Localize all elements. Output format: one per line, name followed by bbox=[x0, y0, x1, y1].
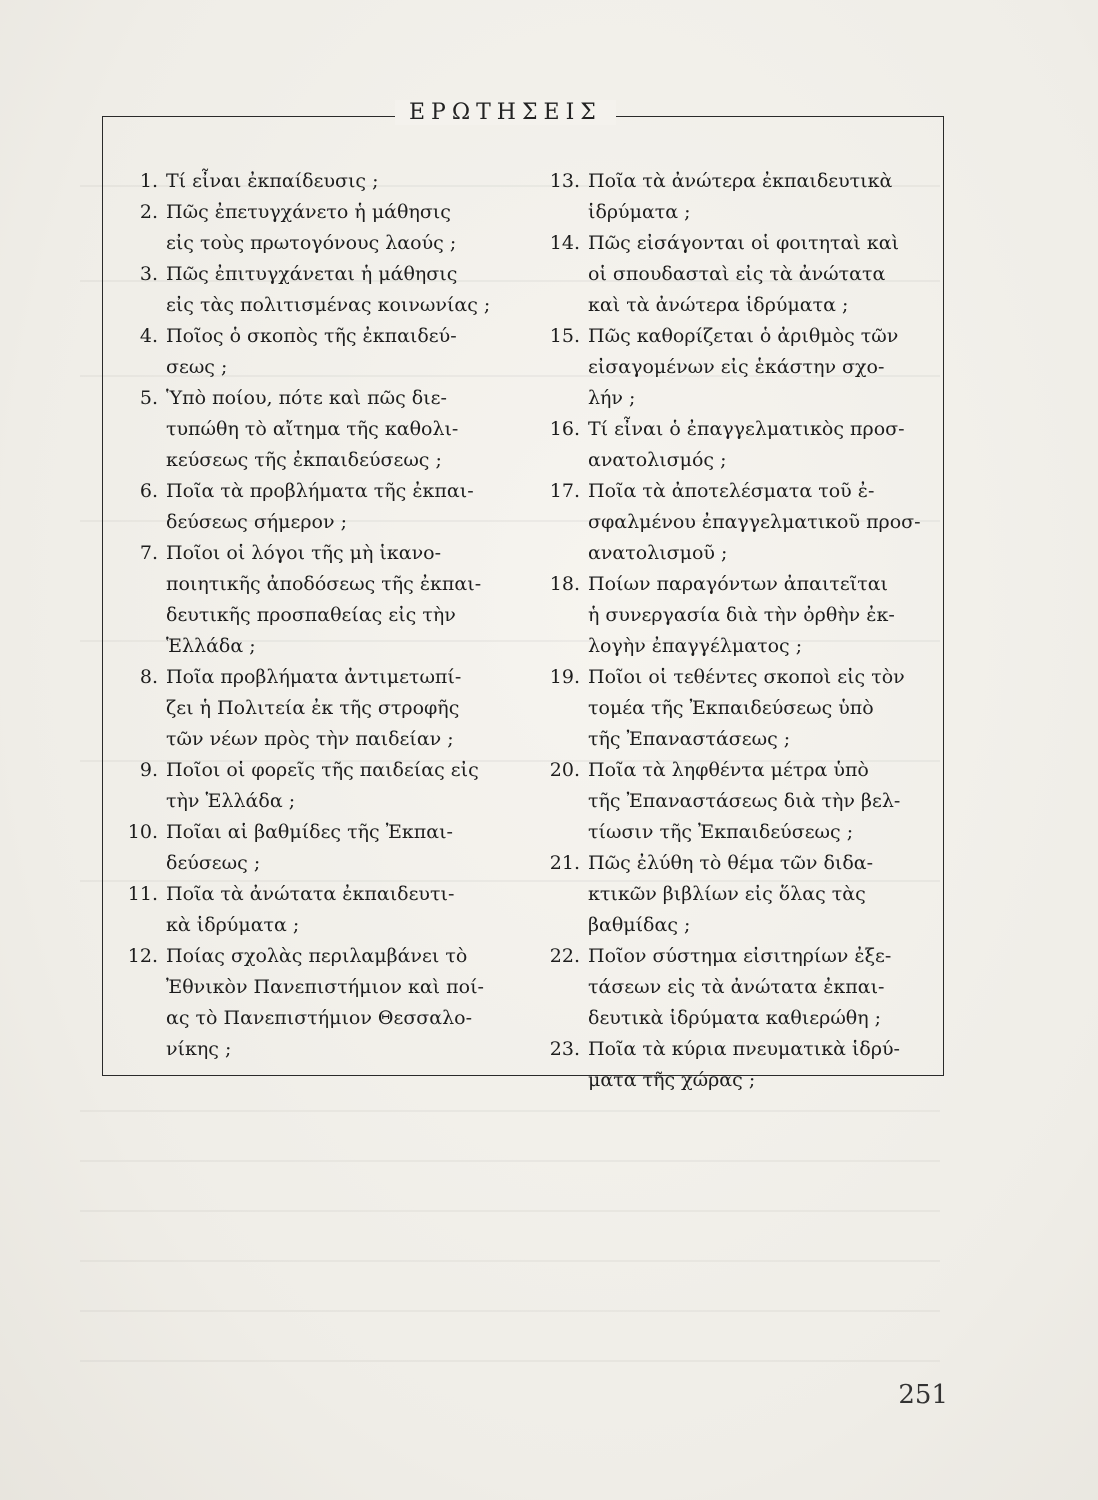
question-line: Ποῖα τὰ προβλήματα τῆς ἐκπαι- bbox=[166, 480, 474, 502]
question-line: Ὑπὸ ποίου, πότε καὶ πῶς διε- bbox=[166, 387, 447, 409]
question-line: Ἐθνικὸν Πανεπιστήμιον καὶ ποί- bbox=[166, 976, 484, 998]
question-line: εἰς τὰς πολιτισμένας κοινωνίας ; bbox=[166, 294, 491, 316]
question-line: ας τὸ Πανεπιστήμιον Θεσσαλο- bbox=[166, 1007, 473, 1029]
question-text bbox=[166, 383, 502, 476]
question-line: λογὴν ἐπαγγέλματος ; bbox=[588, 635, 803, 657]
question-number: 7. bbox=[139, 542, 158, 564]
question-number: 15. bbox=[549, 325, 580, 347]
question-line: τῆς Ἐπαναστάσεως ; bbox=[588, 728, 791, 750]
question-line: τῶν νέων πρὸς τὴν παιδείαν ; bbox=[166, 728, 454, 750]
question-line: εἰσαγομένων εἰς ἑκάστην σχο- bbox=[588, 356, 885, 378]
question-line: Ποῖον σύστημα εἰσιτηρίων ἐξε- bbox=[588, 945, 892, 967]
question-line: ανατολισμοῦ ; bbox=[588, 542, 728, 564]
question-text bbox=[588, 941, 930, 1034]
question-text bbox=[166, 755, 502, 817]
question-line: καὶ τὰ ἀνώτερα ἱδρύματα ; bbox=[588, 294, 849, 316]
question-line: δευτικὰ ἱδρύματα καθιερώθη ; bbox=[588, 1007, 882, 1029]
question-item bbox=[112, 755, 502, 817]
question-line: δεύσεως σήμερον ; bbox=[166, 511, 347, 533]
question-text bbox=[166, 197, 502, 259]
question-text bbox=[588, 569, 930, 662]
page-title: ΕΡΩΤΗΣΕΙΣ bbox=[395, 100, 616, 125]
question-line: Ποῖα τὰ ἀποτελέσματα τοῦ ἐ- bbox=[588, 480, 875, 502]
question-line: ποιητικῆς ἀποδόσεως τῆς ἐκπαι- bbox=[166, 573, 482, 595]
question-item bbox=[112, 166, 502, 197]
question-line: Ποῖος ὁ σκοπὸς τῆς ἐκπαιδεύ- bbox=[166, 325, 457, 347]
question-text bbox=[166, 321, 502, 383]
question-text bbox=[166, 941, 502, 1065]
question-line: Ποῖα προβλήματα ἀντιμετωπί- bbox=[166, 666, 462, 688]
question-line: Πῶς ἐπιτυγχάνεται ἡ μάθησις bbox=[166, 263, 458, 285]
question-item bbox=[520, 414, 930, 476]
questions-left-column bbox=[112, 166, 502, 1065]
question-line: σφαλμένου ἐπαγγελματικοῦ προσ- bbox=[588, 511, 921, 533]
question-text bbox=[166, 817, 502, 879]
question-item bbox=[520, 848, 930, 941]
question-item bbox=[112, 476, 502, 538]
question-number: 3. bbox=[139, 263, 158, 285]
question-item bbox=[520, 321, 930, 414]
question-item bbox=[520, 166, 930, 228]
question-text bbox=[588, 166, 930, 228]
question-line: Πῶς εἰσάγονται οἱ φοιτηταὶ καὶ bbox=[588, 232, 900, 254]
question-text bbox=[588, 321, 930, 414]
question-number: 23. bbox=[549, 1038, 580, 1060]
question-line: Ἑλλάδα ; bbox=[166, 635, 256, 657]
question-text bbox=[588, 755, 930, 848]
question-line: κὰ ἱδρύματα ; bbox=[166, 914, 300, 936]
question-line: ανατολισμός ; bbox=[588, 449, 727, 471]
question-line: τομέα τῆς Ἐκπαιδεύσεως ὑπὸ bbox=[588, 697, 874, 719]
question-number: 18. bbox=[549, 573, 580, 595]
question-item bbox=[520, 662, 930, 755]
question-number: 22. bbox=[549, 945, 580, 967]
question-number: 14. bbox=[549, 232, 580, 254]
question-text bbox=[588, 228, 930, 321]
question-item bbox=[520, 755, 930, 848]
question-line: δεύσεως ; bbox=[166, 852, 261, 874]
question-line: ἡ συνεργασία διὰ τὴν ὀρθὴν ἐκ- bbox=[588, 604, 895, 626]
question-number: 6. bbox=[139, 480, 158, 502]
question-item bbox=[112, 538, 502, 662]
question-item bbox=[520, 941, 930, 1034]
question-line: Ποῖα τὰ ἀνώτατα ἐκπαιδευτι- bbox=[166, 883, 455, 905]
question-text bbox=[588, 476, 930, 569]
question-text bbox=[588, 414, 930, 476]
question-line: Ποῖα τὰ κύρια πνευματικὰ ἱδρύ- bbox=[588, 1038, 900, 1060]
question-line: ματα τῆς χώρας ; bbox=[588, 1069, 756, 1091]
question-line: κεύσεως τῆς ἐκπαιδεύσεως ; bbox=[166, 449, 442, 471]
question-line: Πῶς ἐλύθη τὸ θέμα τῶν διδα- bbox=[588, 852, 874, 874]
question-line: Ποῖοι οἱ λόγοι τῆς μὴ ἱκανο- bbox=[166, 542, 441, 564]
question-text bbox=[588, 662, 930, 755]
question-number: 17. bbox=[549, 480, 580, 502]
question-text bbox=[166, 166, 502, 197]
question-line: ἱδρύματα ; bbox=[588, 201, 691, 223]
question-number: 20. bbox=[549, 759, 580, 781]
questions-right-column bbox=[520, 166, 930, 1096]
question-line: τὴν Ἑλλάδα ; bbox=[166, 790, 296, 812]
question-line: βαθμίδας ; bbox=[588, 914, 691, 936]
question-line: Ποίας σχολὰς περιλαμβάνει τὸ bbox=[166, 945, 468, 967]
question-number: 13. bbox=[549, 170, 580, 192]
question-line: τυπώθη τὸ αἴτημα τῆς καθολι- bbox=[166, 418, 459, 440]
question-item bbox=[520, 476, 930, 569]
question-item bbox=[520, 228, 930, 321]
question-item bbox=[112, 383, 502, 476]
question-number: 4. bbox=[139, 325, 158, 347]
question-line: εἰς τοὺς πρωτογόνους λαούς ; bbox=[166, 232, 457, 254]
question-line: τίωσιν τῆς Ἐκπαιδεύσεως ; bbox=[588, 821, 854, 843]
question-line: Πῶς ἐπετυγχάνετο ἡ μάθησις bbox=[166, 201, 451, 223]
question-text bbox=[166, 538, 502, 662]
question-text bbox=[588, 848, 930, 941]
question-line: Ποῖα τὰ ληφθέντα μέτρα ὑπὸ bbox=[588, 759, 869, 781]
question-item bbox=[112, 879, 502, 941]
question-text bbox=[166, 662, 502, 755]
question-item bbox=[112, 197, 502, 259]
question-number: 9. bbox=[139, 759, 158, 781]
question-line: Πῶς καθορίζεται ὁ ἀριθμὸς τῶν bbox=[588, 325, 899, 347]
question-line: νίκης ; bbox=[166, 1038, 232, 1060]
question-line: Ποῖα τὰ ἀνώτερα ἐκπαιδευτικὰ bbox=[588, 170, 893, 192]
question-line: Ποῖαι αἱ βαθμίδες τῆς Ἐκπαι- bbox=[166, 821, 453, 843]
question-number: 12. bbox=[127, 945, 158, 967]
question-line: τάσεων εἰς τὰ ἀνώτατα ἐκπαι- bbox=[588, 976, 885, 998]
question-line: ζει ἡ Πολιτεία ἐκ τῆς στροφῆς bbox=[166, 697, 460, 719]
question-item bbox=[112, 259, 502, 321]
question-number: 16. bbox=[549, 418, 580, 440]
question-line: τῆς Ἐπαναστάσεως διὰ τὴν βελ- bbox=[588, 790, 901, 812]
question-number: 11. bbox=[127, 883, 158, 905]
question-item bbox=[112, 662, 502, 755]
question-item bbox=[112, 321, 502, 383]
question-number: 2. bbox=[139, 201, 158, 223]
question-line: σεως ; bbox=[166, 356, 228, 378]
question-line: Ποῖοι οἱ τεθέντες σκοποὶ εἰς τὸν bbox=[588, 666, 905, 688]
question-number: 8. bbox=[139, 666, 158, 688]
question-line: κτικῶν βιβλίων εἰς ὅλας τὰς bbox=[588, 883, 866, 905]
question-line: δευτικῆς προσπαθείας εἰς τὴν bbox=[166, 604, 456, 626]
question-line: Τί εἶναι ἐκπαίδευσις ; bbox=[166, 170, 379, 192]
question-number: 19. bbox=[549, 666, 580, 688]
question-number: 21. bbox=[549, 852, 580, 874]
question-item bbox=[520, 1034, 930, 1096]
question-line: Ποῖοι οἱ φορεῖς τῆς παιδείας εἰς bbox=[166, 759, 479, 781]
question-line: Τί εἶναι ὁ ἐπαγγελματικὸς προσ- bbox=[588, 418, 905, 440]
question-line: λήν ; bbox=[588, 387, 636, 409]
question-number: 10. bbox=[127, 821, 158, 843]
question-number: 1. bbox=[139, 170, 158, 192]
question-number: 5. bbox=[139, 387, 158, 409]
question-item bbox=[112, 941, 502, 1065]
question-line: Ποίων παραγόντων ἀπαιτεῖται bbox=[588, 573, 888, 595]
question-text bbox=[588, 1034, 930, 1096]
question-text bbox=[166, 259, 502, 321]
question-text bbox=[166, 879, 502, 941]
page-number: 251 bbox=[898, 1380, 948, 1410]
question-text bbox=[166, 476, 502, 538]
question-item bbox=[520, 569, 930, 662]
question-item bbox=[112, 817, 502, 879]
question-line: οἱ σπουδασταὶ εἰς τὰ ἀνώτατα bbox=[588, 263, 886, 285]
